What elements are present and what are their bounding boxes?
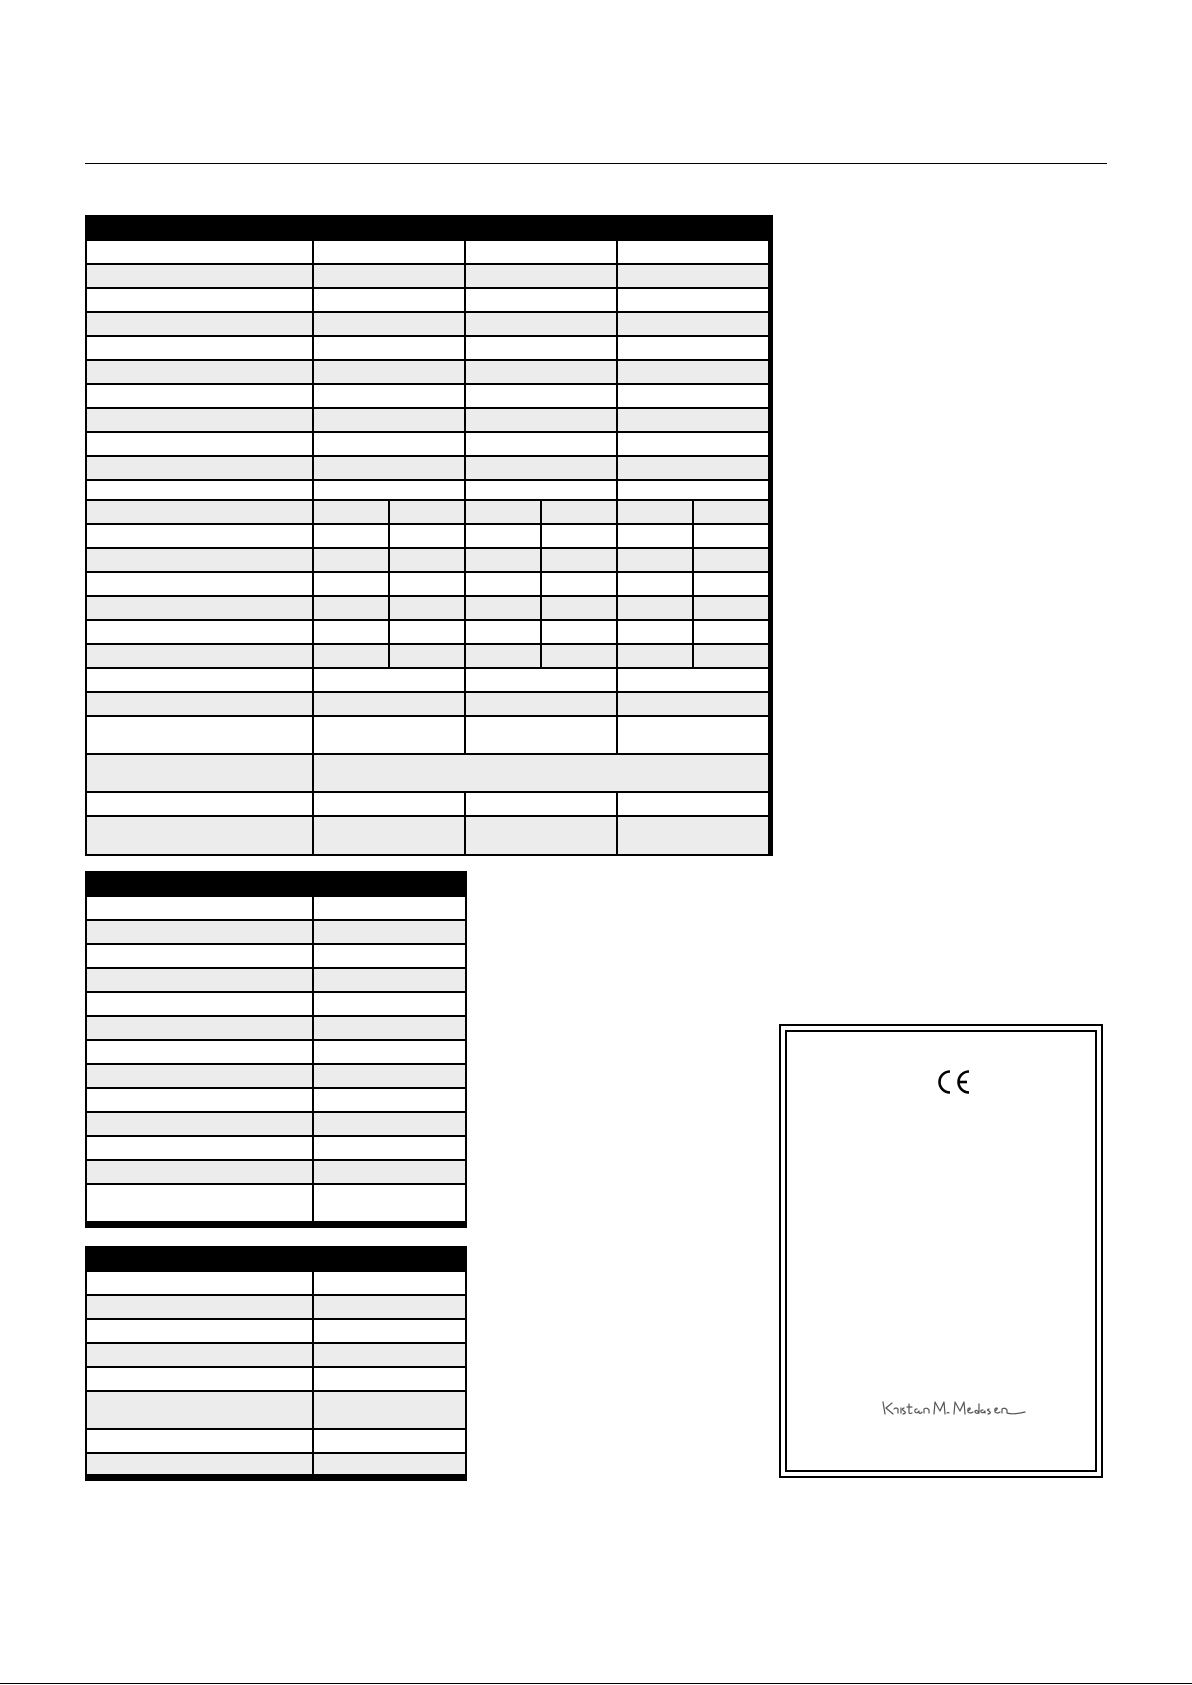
table-cell [466,265,616,287]
table-cell [314,969,465,991]
tertiary-spec-table [85,1246,467,1481]
table-header-cell [87,873,312,895]
table-cell [87,337,312,359]
table-cell [314,1065,465,1087]
signature [879,1396,1029,1420]
table-cell [87,1392,312,1428]
table-cell [314,481,464,499]
table-cell [466,433,616,455]
table-cell [314,385,464,407]
table-cell [390,525,464,547]
table-cell [542,549,616,571]
table-cell [87,501,312,523]
table-cell [314,289,464,311]
table-cell [618,457,768,479]
table-cell [87,969,312,991]
table-cell [694,525,768,547]
table-cell [314,1368,465,1390]
table-cell [618,289,768,311]
table-cell [390,549,464,571]
table-header-cell [87,1248,312,1270]
table-cell [87,385,312,407]
declaration-of-conformity-box [779,1024,1103,1478]
table-cell [87,1344,312,1366]
table-cell [314,1161,465,1183]
table-cell [87,361,312,383]
table-cell [314,1392,465,1428]
table-cell [87,1185,312,1221]
table-cell [542,573,616,595]
table-cell [466,693,616,715]
table-cell [87,597,312,619]
specification-table [85,215,773,856]
ce-mark-icon [934,1068,972,1096]
table-cell [314,409,464,431]
table-cell [314,361,464,383]
table-cell [87,755,312,791]
table-cell [87,457,312,479]
table-cell [87,1017,312,1039]
table-cell [466,481,616,499]
table-cell [87,433,312,455]
table-cell [390,597,464,619]
table-cell [466,549,540,571]
table-cell [314,621,388,643]
table-cell [618,669,768,691]
table-cell [390,573,464,595]
table-cell [618,265,768,287]
table-cell [87,1137,312,1159]
table-cell [466,313,616,335]
footer-rule [0,1683,1192,1684]
table-cell [87,621,312,643]
table-cell [618,573,692,595]
table-cell [314,755,768,791]
table-cell [314,457,464,479]
table-cell [314,1185,465,1221]
table-cell [618,433,768,455]
table-cell [87,945,312,967]
table-cell [87,1272,312,1294]
table-cell [314,313,464,335]
table-cell [466,501,540,523]
table-cell [390,621,464,643]
table-cell [618,313,768,335]
table-cell [87,817,312,854]
table-cell [542,501,616,523]
table-cell [466,385,616,407]
table-cell [314,1041,465,1063]
table-cell [618,597,692,619]
table-cell [314,1137,465,1159]
table-cell [390,501,464,523]
table-cell [87,1430,312,1452]
table-cell [314,337,464,359]
table-cell [87,289,312,311]
table-cell [87,1454,312,1474]
table-header-cell [314,217,464,239]
table-cell [87,1113,312,1135]
table-cell [618,645,692,667]
table-cell [314,921,465,943]
table-cell [87,793,312,815]
table-cell [87,645,312,667]
table-cell [314,1320,465,1342]
table-cell [466,525,540,547]
table-cell [466,289,616,311]
table-cell [542,645,616,667]
table-cell [466,361,616,383]
table-cell [314,597,388,619]
table-cell [87,1320,312,1342]
table-cell [618,817,768,854]
table-cell [87,313,312,335]
header-rule [85,163,1107,164]
table-cell [314,1344,465,1366]
table-cell [618,481,768,499]
table-cell [466,817,616,854]
table-cell [87,549,312,571]
table-cell [466,645,540,667]
table-cell [466,669,616,691]
table-cell [314,501,388,523]
table-cell [87,265,312,287]
table-cell [314,1296,465,1318]
table-cell [314,993,465,1015]
table-cell [314,717,464,753]
table-cell [618,385,768,407]
table-cell [466,337,616,359]
table-cell [542,597,616,619]
table-cell [618,409,768,431]
table-cell [87,1089,312,1111]
table-cell [314,1113,465,1135]
table-cell [618,241,768,263]
table-cell [87,241,312,263]
table-cell [466,717,616,753]
table-cell [87,573,312,595]
table-header-cell [314,1248,465,1270]
table-cell [618,621,692,643]
table-cell [618,501,692,523]
table-cell [466,793,616,815]
table-cell [618,361,768,383]
table-cell [87,1368,312,1390]
table-cell [466,409,616,431]
table-cell [694,621,768,643]
table-cell [314,549,388,571]
table-cell [87,1065,312,1087]
table-cell [87,1296,312,1318]
table-cell [314,525,388,547]
table-cell [314,1454,465,1474]
table-cell [314,793,464,815]
table-cell [314,1272,465,1294]
table-cell [314,433,464,455]
table-cell [314,1430,465,1452]
table-cell [87,897,312,919]
table-cell [542,621,616,643]
table-cell [542,525,616,547]
table-cell [87,409,312,431]
table-cell [314,265,464,287]
table-cell [314,1017,465,1039]
table-cell [466,457,616,479]
table-cell [694,597,768,619]
table-header-cell [87,217,312,239]
table-cell [466,241,616,263]
table-cell [466,621,540,643]
table-cell [87,993,312,1015]
table-cell [618,793,768,815]
declaration-inner-frame [785,1030,1097,1472]
table-cell [314,1089,465,1111]
table-cell [87,669,312,691]
table-cell [314,645,388,667]
table-cell [618,717,768,753]
table-cell [618,337,768,359]
table-cell [314,817,464,854]
table-cell [87,1041,312,1063]
table-cell [694,501,768,523]
table-cell [618,525,692,547]
table-cell [314,693,464,715]
table-header-cell [618,217,768,239]
table-cell [314,669,464,691]
table-cell [314,241,464,263]
table-cell [87,1161,312,1183]
table-cell [694,645,768,667]
table-cell [390,645,464,667]
table-cell [466,573,540,595]
table-cell [618,549,692,571]
table-cell [87,921,312,943]
table-cell [314,945,465,967]
table-cell [694,549,768,571]
table-cell [618,693,768,715]
table-cell [466,597,540,619]
table-cell [87,481,312,499]
table-cell [87,693,312,715]
table-cell [87,525,312,547]
table-header-cell [314,873,465,895]
table-cell [694,573,768,595]
table-header-cell [466,217,616,239]
table-cell [87,717,312,753]
table-cell [314,573,388,595]
secondary-spec-table [85,871,467,1228]
table-cell [314,897,465,919]
